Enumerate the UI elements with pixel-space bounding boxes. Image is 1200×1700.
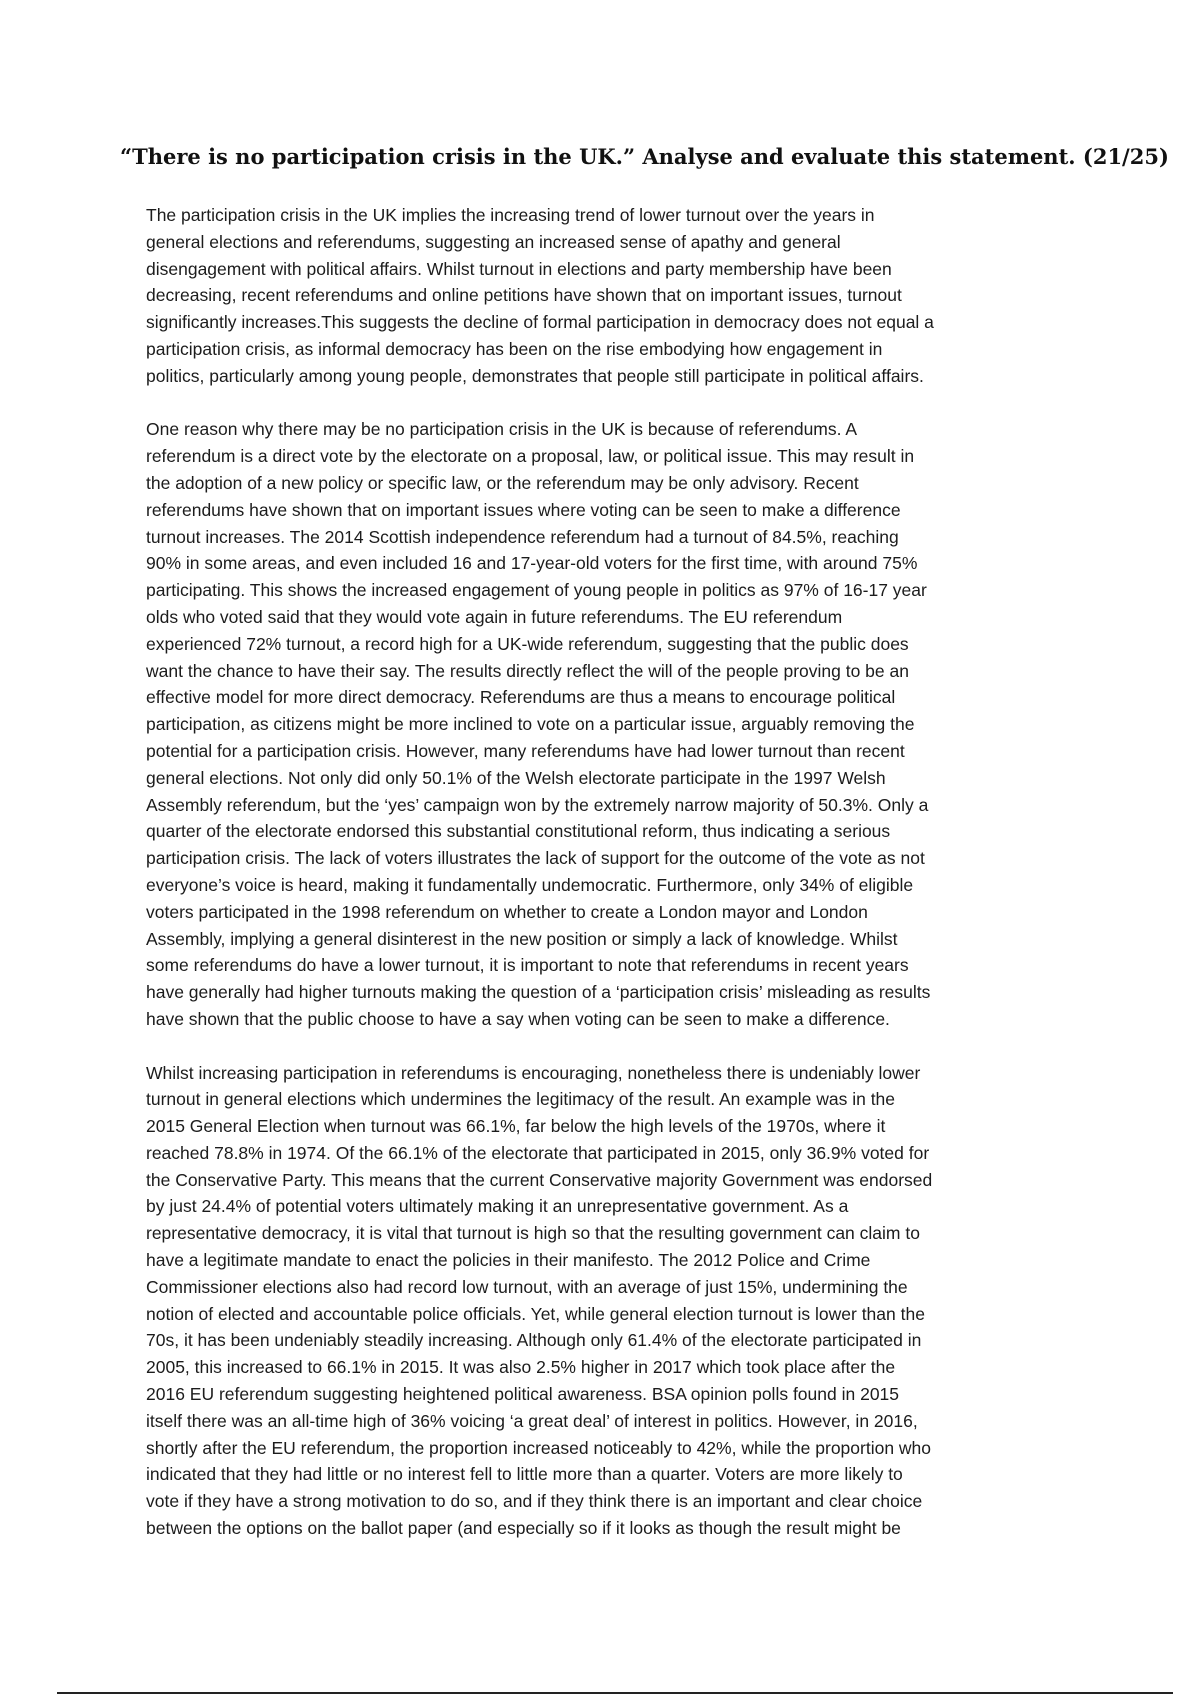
text-line: by just 24.4% of potential voters ultimately making it an unrepresentative government. As a xyxy=(146,1196,849,1217)
text-line: disengagement with political affairs. Whilst turnout in elections and party membership have been xyxy=(146,258,892,279)
text-line: 2005, this increased to 66.1% in 2015. It was also 2.5% higher in 2017 which took place after the xyxy=(146,1357,896,1378)
text-line: between the options on the ballot paper (and especially so if it looks as though the result might be xyxy=(146,1518,901,1539)
essay-body xyxy=(146,202,1061,1569)
text-line: quarter of the electorate endorsed this substantial constitutional reform, thus indicating a serious xyxy=(146,821,891,842)
text-line: participation crisis. The lack of voters illustrates the lack of support for the outcome of the vote as not xyxy=(146,848,925,869)
text-line: potential for a participation crisis. However, many referendums have had lower turnout than recent xyxy=(146,740,905,761)
text-line: Assembly referendum, but the ‘yes’ campaign won by the extremely narrow majority of 50.3%. Only a xyxy=(146,794,929,815)
text-line: 2016 EU referendum suggesting heightened political awareness. BSA opinion polls found in 2015 xyxy=(146,1384,900,1405)
text-line: politics, particularly among young people, demonstrates that people still participate in political affairs. xyxy=(146,365,924,386)
text-line: participation crisis, as informal democracy has been on the rise embodying how engagement in xyxy=(146,338,883,359)
text-line: Whilst increasing participation in referendums is encouraging, nonetheless there is undeniably lower xyxy=(146,1062,921,1083)
text-line: itself there was an all-time high of 36% voicing ‘a great deal’ of interest in politics. However, in 2016, xyxy=(146,1410,918,1431)
text-line: general elections. Not only did only 50.1% of the Welsh electorate participate in the 1997 Welsh xyxy=(146,767,886,788)
text-line: everyone’s voice is heard, making it fundamentally undemocratic. Furthermore, only 34% of eligible xyxy=(146,874,914,895)
text-line: referendums have shown that on important issues where voting can be seen to make a difference xyxy=(146,499,901,520)
text-line: representative democracy, it is vital that turnout is high so that the resulting government can claim to xyxy=(146,1223,920,1244)
text-line: have shown that the public choose to have a say when voting can be seen to make a difference. xyxy=(146,1008,890,1029)
text-line: some referendums do have a lower turnout, it is important to note that referendums in recent years xyxy=(146,955,909,976)
text-line: turnout in general elections which undermines the legitimacy of the result. An example was in the xyxy=(146,1089,896,1110)
text-line: olds who voted said that they would vote again in future referendums. The EU referendum xyxy=(146,606,843,627)
text-line: the adoption of a new policy or specific law, or the referendum may be only advisory. Recent xyxy=(146,472,859,493)
essay-paragraph xyxy=(146,416,1061,1032)
text-line: reached 78.8% in 1974. Of the 66.1% of the electorate that participated in 2015, only 36.9% voted for xyxy=(146,1142,930,1163)
text-line: referendum is a direct vote by the electorate on a proposal, law, or political issue. This may result in xyxy=(146,446,915,467)
text-line: One reason why there may be no participation crisis in the UK is because of referendums. A xyxy=(146,419,858,440)
text-line: shortly after the EU referendum, the proportion increased noticeably to 42%, while the proportion who xyxy=(146,1437,932,1458)
text-line: have a legitimate mandate to enact the policies in their manifesto. The 2012 Police and Crime xyxy=(146,1250,871,1271)
text-line: 90% in some areas, and even included 16 and 17-year-old voters for the first time, with around 75% xyxy=(146,553,918,574)
text-line: The participation crisis in the UK implies the increasing trend of lower turnout over the years in xyxy=(146,205,875,225)
essay-title: “There is no participation crisis in the UK.” Analyse and evaluate this statement. (21/25) xyxy=(120,144,1169,169)
text-line: want the chance to have their say. The results directly reflect the will of the people proving to be an xyxy=(146,660,909,681)
text-line: significantly increases.This suggests the decline of formal participation in democracy does not equal a xyxy=(146,312,934,333)
text-line: vote if they have a strong motivation to do so, and if they think there is an important and clear choice xyxy=(146,1491,923,1512)
text-line: have generally had higher turnouts making the question of a ‘participation crisis’ misleading as results xyxy=(146,982,931,1003)
text-line: the Conservative Party. This means that the current Conservative majority Government was endorsed xyxy=(146,1169,933,1190)
text-line: 2015 General Election when turnout was 66.1%, far below the high levels of the 1970s, where it xyxy=(146,1116,886,1137)
text-line: notion of elected and accountable police officials. Yet, while general election turnout is lower than the xyxy=(146,1303,925,1324)
text-line: participation, as citizens might be more inclined to vote on a particular issue, arguably removing the xyxy=(146,714,915,735)
page-bottom-rule xyxy=(57,1692,1173,1694)
text-line: general elections and referendums, suggesting an increased sense of apathy and general xyxy=(146,231,841,252)
text-line: 70s, it has been undeniably steadily increasing. Although only 61.4% of the electorate participated in xyxy=(146,1330,922,1351)
text-line: decreasing, recent referendums and online petitions have shown that on important issues, turnout xyxy=(146,285,902,306)
essay-paragraph xyxy=(146,202,1061,390)
text-line: turnout increases. The 2014 Scottish independence referendum had a turnout of 84.5%, reaching xyxy=(146,526,899,547)
text-line: indicated that they had little or no interest fell to little more than a quarter. Voters are more likely to xyxy=(146,1464,903,1485)
text-line: participating. This shows the increased engagement of young people in politics as 97% of 16-17 year xyxy=(146,580,927,601)
text-line: Assembly, implying a general disinterest in the new position or simply a lack of knowledge. Whilst xyxy=(146,928,898,949)
text-line: effective model for more direct democracy. Referendums are thus a means to encourage political xyxy=(146,687,896,708)
text-line: voters participated in the 1998 referendum on whether to create a London mayor and London xyxy=(146,901,868,922)
essay-paragraph xyxy=(146,1060,1061,1542)
text-line: Commissioner elections also had record low turnout, with an average of just 15%, undermining the xyxy=(146,1276,908,1297)
text-line: experienced 72% turnout, a record high for a UK-wide referendum, suggesting that the public does xyxy=(146,633,909,654)
